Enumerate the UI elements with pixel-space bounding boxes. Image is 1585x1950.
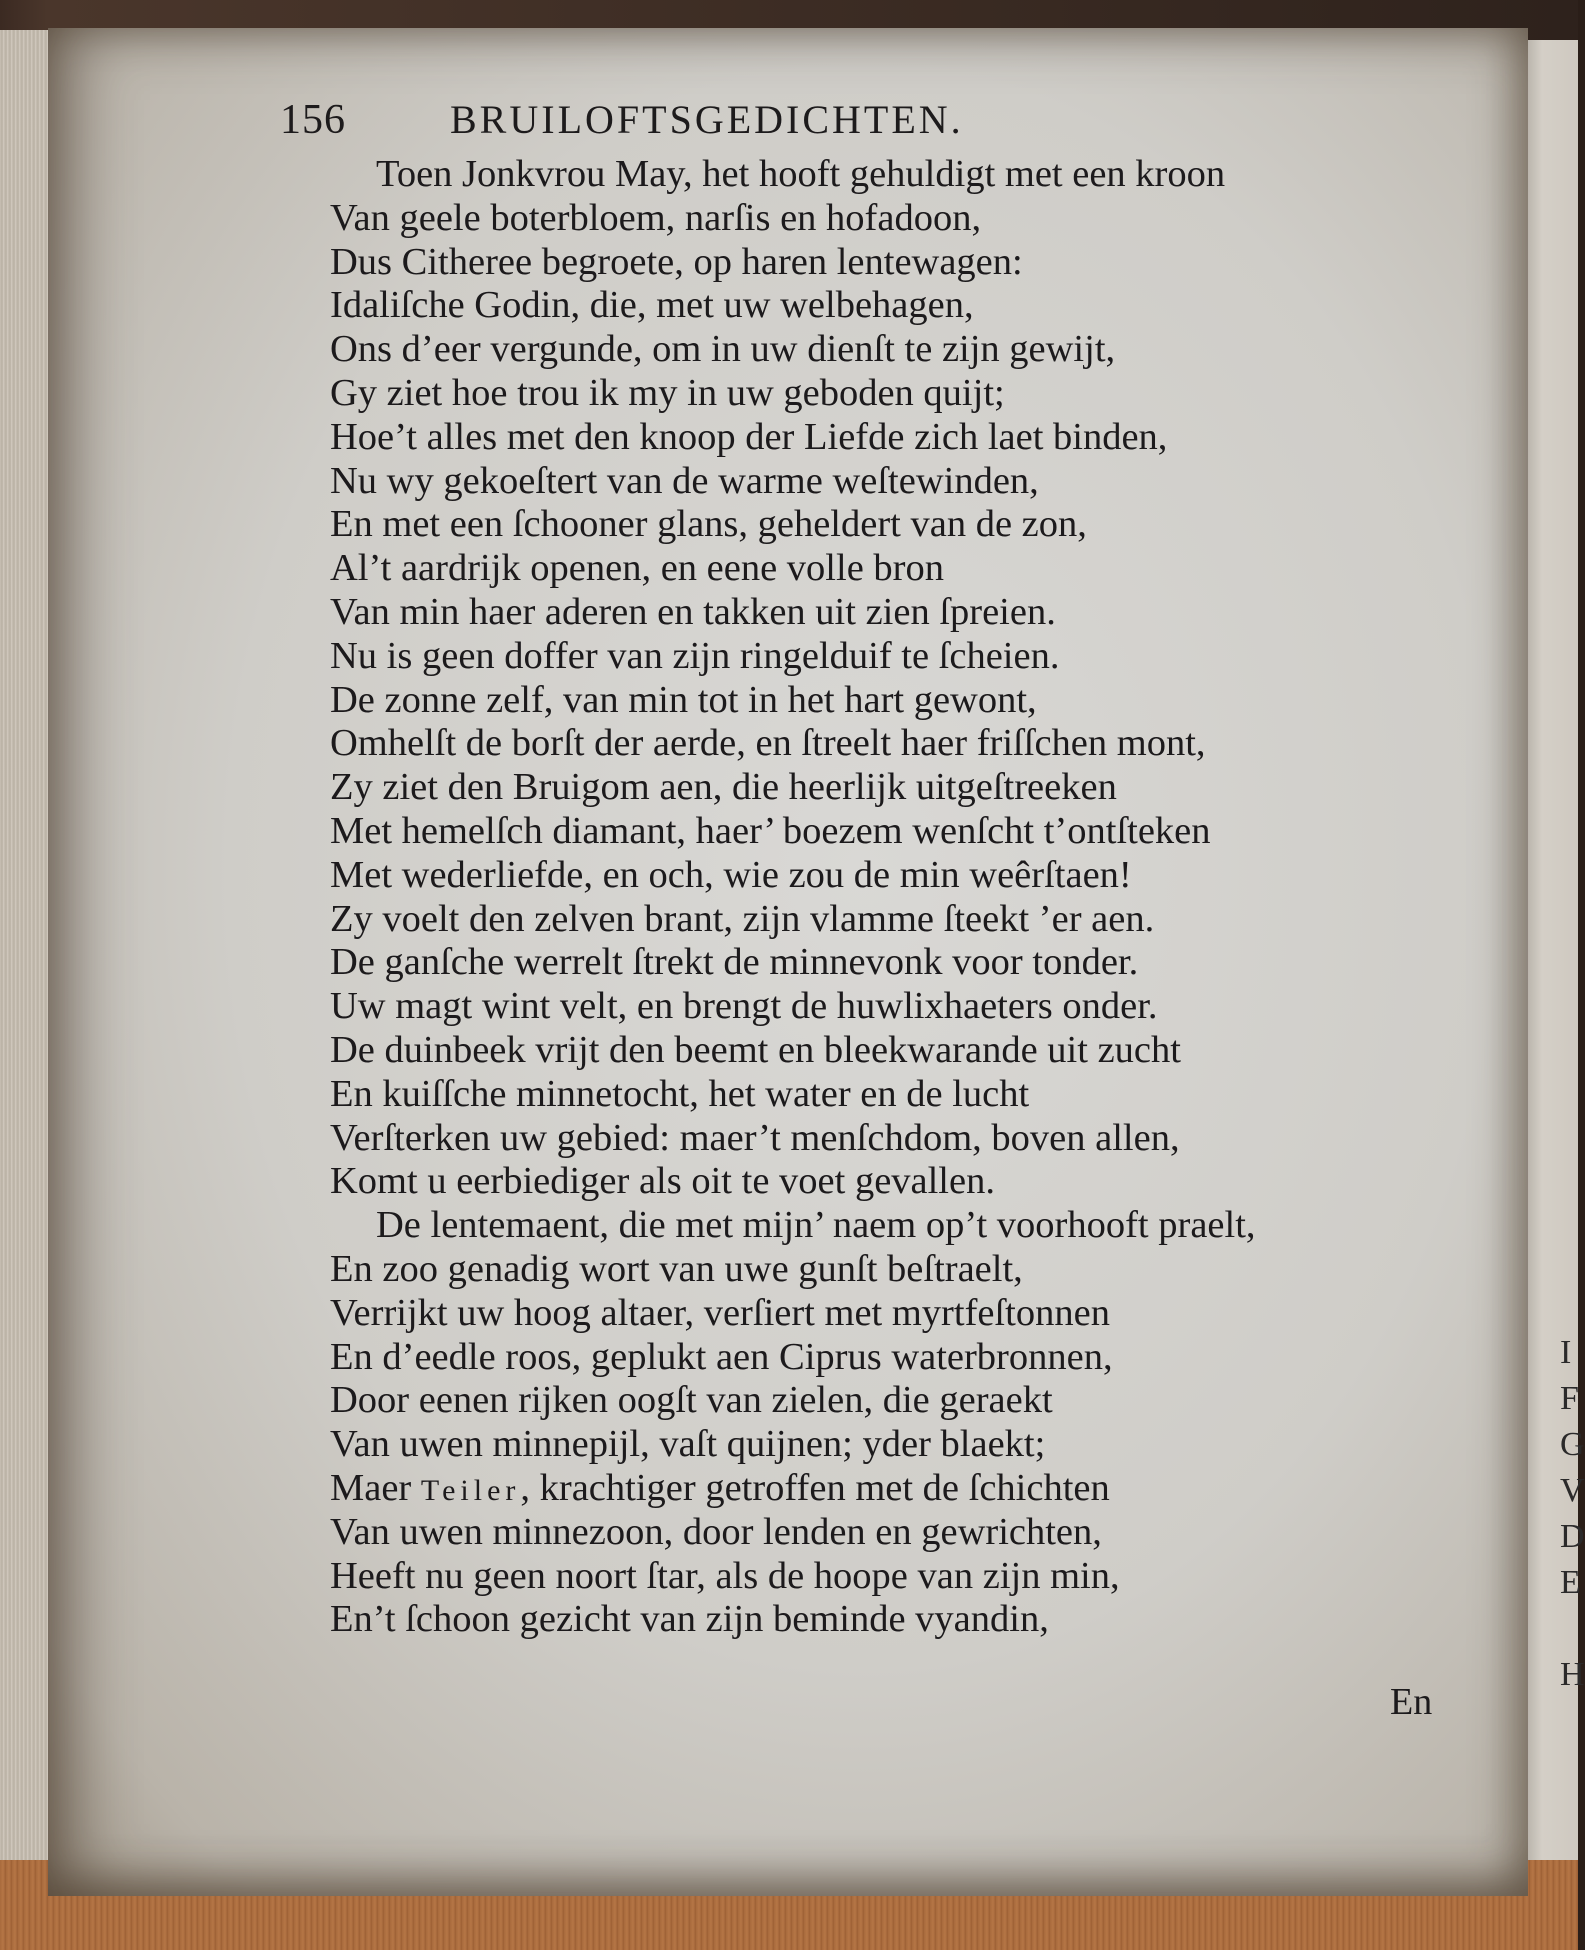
poem-line: De ganſche werrelt ſtrekt de minnevonk voor tonder. <box>330 941 1139 984</box>
poem-line: Ons d’eer vergunde, om in uw dienſt te zijn gewijt, <box>330 328 1116 371</box>
poem-line: En kuiſſche minnetocht, het water en de lucht <box>330 1072 1030 1115</box>
poem-line: Nu wy gekoeſtert van de warme weſtewinden, <box>330 459 1039 502</box>
poem-line: Van min haer aderen en takken uit zien ſpreien. <box>330 590 1056 633</box>
poem-line: En’t ſchoon gezicht van zijn beminde vyandin, <box>330 1598 1049 1641</box>
poem-line: En zoo genadig wort van uwe gunſt beſtraelt, <box>330 1247 1023 1290</box>
poem-text <box>330 153 1470 1642</box>
poem-line: Van geele boterbloem, narſis en hofadoon, <box>330 196 982 239</box>
poem-line: De lentemaent, die met mijn’ naem op’t voorhooft praelt, <box>376 1204 1256 1247</box>
catchword: En <box>1390 1681 1433 1723</box>
poem-line-end: , krachtiger getroffen met de ſchichten <box>520 1466 1110 1509</box>
poem-line: Omhelſt de borſt der aerde, en ſtreelt haer friſſchen mont, <box>330 722 1206 765</box>
poem-line: Heeft nu geen noort ſtar, als de hoope van zijn min, <box>330 1554 1120 1597</box>
facing-page-glyphs: I F G V D E H <box>1560 1334 1585 1693</box>
page-edges <box>0 30 52 1910</box>
poem-line: Dus Citheree begroete, op haren lentewagen: <box>330 240 1023 283</box>
poem-line: Al’t aardrijk openen, en eene volle bron <box>330 547 944 590</box>
poem-line: Hoe’t alles met den knoop der Liefde zich laet binden, <box>330 415 1168 458</box>
poem-line: En d’eedle roos, geplukt aen Ciprus waterbronnen, <box>330 1335 1113 1378</box>
poem-line: Door eenen rijken oogſt van zielen, die geraekt <box>330 1379 1053 1422</box>
poem-line: Verrijkt uw hoog altaer, verſiert met myrtfeſtonnen <box>330 1291 1110 1334</box>
poem-line: De zonne zelf, van min tot in het hart gewont, <box>330 678 1037 721</box>
running-head: BRUILOFTSGEDICHTEN. <box>450 97 964 142</box>
poem-line <box>330 1467 1470 1511</box>
poem-line: Met wederliefde, en och, wie zou de min weêrſtaen! <box>330 853 1132 896</box>
poem-line: Idaliſche Godin, die, met uw welbehagen, <box>330 284 974 327</box>
page-number: 156 <box>280 97 346 143</box>
poem-line: Komt u eerbiediger als oit te voet gevallen. <box>330 1160 995 1203</box>
poem-line: Van uwen minnepijl, vaſt quijnen; yder blaekt; <box>330 1423 1046 1466</box>
poem-name-teiler: Teiler <box>420 1473 521 1507</box>
poem-line: Gy ziet hoe trou ik my in uw geboden quijt; <box>330 371 1005 414</box>
poem-line: Uw magt wint velt, en brengt de huwlixhaeters onder. <box>330 985 1158 1028</box>
poem-line: Verſterken uw gebied: maer’t menſchdom, boven allen, <box>330 1116 1180 1159</box>
page-header <box>280 96 1280 152</box>
poem-line: Nu is geen doffer van zijn ringelduif te ſcheien. <box>330 634 1060 677</box>
poem-line: En met een ſchooner glans, geheldert van de zon, <box>330 503 1087 546</box>
poem-line: Met hemelſch diamant, haer’ boezem wenſcht t’ontſteken <box>330 809 1211 852</box>
poem-line: Van uwen minnezoon, door lenden en gewrichten, <box>330 1510 1102 1553</box>
poem-line: De duinbeek vrijt den beemt en bleekwarande uit zucht <box>330 1028 1181 1071</box>
poem-line: Zy ziet den Bruigom aen, die heerlijk uitgeſtreeken <box>330 766 1117 809</box>
poem-line-start: Maer <box>330 1466 412 1509</box>
poem-line: Toen Jonkvrou May, het hooft gehuldigt met een kroon <box>376 153 1226 195</box>
poem-line: Zy voelt den zelven brant, zijn vlamme ſteekt ’er aen. <box>330 897 1155 940</box>
